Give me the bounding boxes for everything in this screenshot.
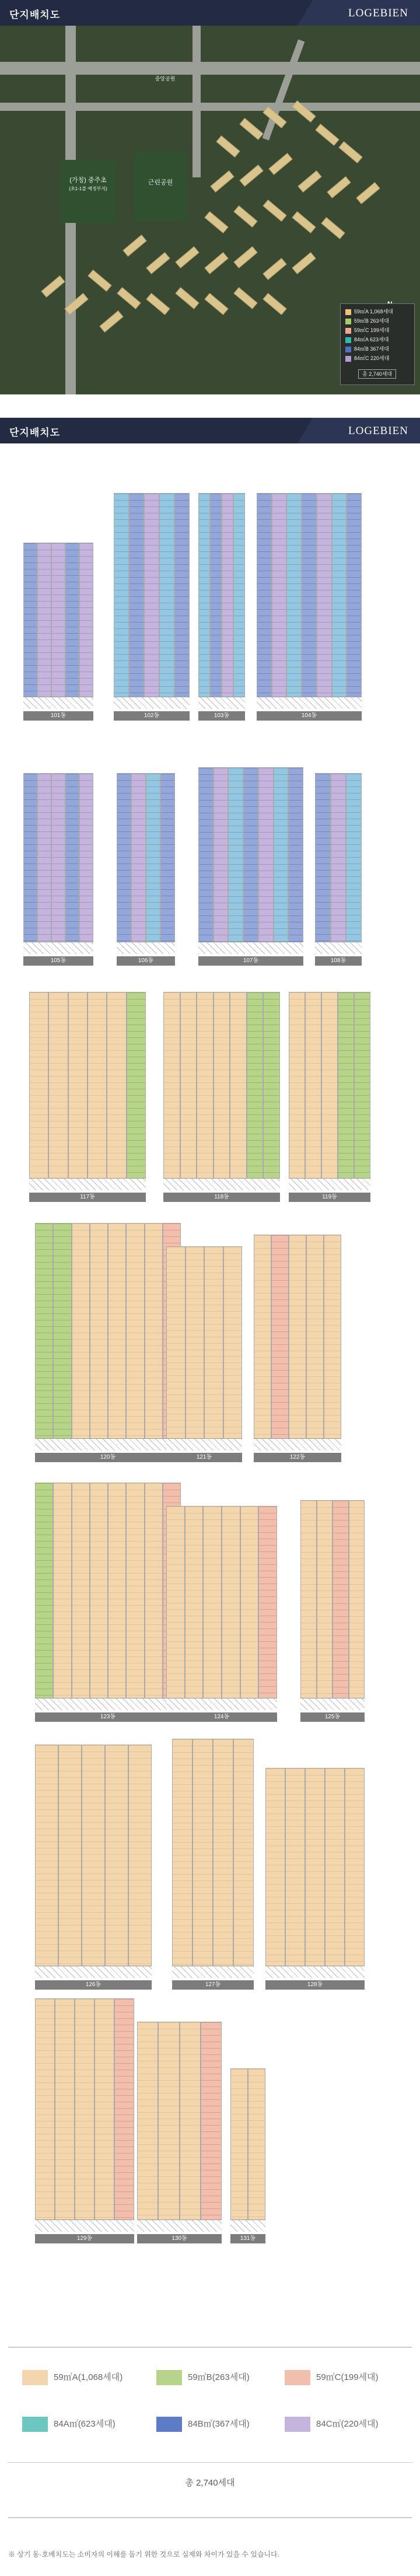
unit-column xyxy=(258,1506,277,1710)
unit-column xyxy=(257,493,272,709)
building-unit-chart xyxy=(265,1768,365,1988)
unit-column xyxy=(108,1223,126,1450)
unit-column xyxy=(302,493,317,709)
unit-column xyxy=(58,1745,82,1978)
unit-column xyxy=(247,992,264,1190)
unit-column xyxy=(35,1483,53,1710)
section-title: 단지배치도 xyxy=(9,9,61,20)
building-number-label: 125동 xyxy=(300,1712,365,1722)
piloti-level xyxy=(230,2220,265,2232)
unit-column xyxy=(289,1235,306,1450)
building-unit-chart xyxy=(300,1500,365,1720)
building-number-label: 105동 xyxy=(23,956,93,966)
unit-column xyxy=(23,773,37,954)
unit-column xyxy=(331,773,346,954)
unit-column xyxy=(23,543,37,709)
unit-column xyxy=(158,2022,179,2232)
building-unit-chart xyxy=(35,1998,134,2242)
unit-column xyxy=(332,493,347,709)
unit-column xyxy=(233,493,245,709)
unit-column xyxy=(272,493,287,709)
building-unit-chart xyxy=(315,773,362,964)
unit-column xyxy=(108,1483,126,1710)
unit-column xyxy=(159,493,174,709)
piloti-level xyxy=(166,1698,277,1710)
unit-column xyxy=(72,1223,90,1450)
section-header xyxy=(0,418,420,443)
unit-column xyxy=(300,1500,317,1710)
unit-column xyxy=(180,2022,201,2232)
unit-column xyxy=(145,1223,163,1450)
piloti-level xyxy=(300,1698,365,1710)
legend-swatch xyxy=(345,347,351,352)
unit-column xyxy=(324,1235,341,1450)
building-unit-chart xyxy=(198,767,303,964)
unit-column xyxy=(233,1739,254,1978)
piloti-level xyxy=(23,697,93,709)
piloti-level xyxy=(117,942,175,954)
building-number-label: 103동 xyxy=(198,711,245,721)
unit-column xyxy=(258,767,274,954)
unit-column xyxy=(53,1223,71,1450)
piloti-level xyxy=(35,1698,181,1710)
unit-column xyxy=(274,767,289,954)
unit-column xyxy=(265,1768,285,1978)
unit-column xyxy=(114,1998,134,2232)
unit-column xyxy=(332,1500,349,1710)
building-unit-chart xyxy=(35,1223,181,1460)
unit-column xyxy=(306,1235,324,1450)
unit-column xyxy=(65,543,79,709)
unit-column xyxy=(114,493,129,709)
unit-column xyxy=(29,992,48,1190)
building-number-label: 121동 xyxy=(166,1453,242,1462)
unit-column xyxy=(90,1223,108,1450)
unit-column xyxy=(51,773,65,954)
building-unit-chart xyxy=(35,1483,181,1720)
unit-column xyxy=(317,493,332,709)
piloti-level xyxy=(35,2220,134,2232)
piloti-level xyxy=(137,2220,222,2232)
unit-column xyxy=(197,992,214,1190)
building-number-label: 101동 xyxy=(23,711,93,721)
piloti-level xyxy=(35,1966,152,1978)
building-unit-chart xyxy=(137,2022,222,2242)
legend-total: 총 2,740세대 xyxy=(358,369,396,379)
unit-column xyxy=(90,1483,108,1710)
unit-column xyxy=(65,773,79,954)
building-number-label: 119동 xyxy=(289,1193,370,1202)
piloti-level xyxy=(254,1438,341,1450)
unit-column xyxy=(214,992,230,1190)
unit-column xyxy=(166,1506,185,1710)
building-number-label: 130동 xyxy=(137,2234,222,2243)
unit-column xyxy=(288,767,303,954)
unit-column xyxy=(88,992,107,1190)
unit-column xyxy=(166,1246,186,1450)
legend-swatch xyxy=(22,2417,48,2432)
building-number-label: 102동 xyxy=(114,711,190,721)
unit-column xyxy=(127,992,146,1190)
legend-swatch xyxy=(285,2370,310,2385)
unit-column xyxy=(35,1223,53,1450)
unit-column xyxy=(174,493,190,709)
unit-column xyxy=(213,1739,233,1978)
building-unit-chart xyxy=(166,1506,277,1720)
unit-column xyxy=(48,992,68,1190)
unit-column xyxy=(79,773,93,954)
unit-column xyxy=(53,1483,71,1710)
building-number-label: 131동 xyxy=(230,2234,265,2243)
building-unit-chart xyxy=(254,1235,341,1460)
section-title: 단지배치도 xyxy=(9,427,61,438)
piloti-level xyxy=(172,1966,254,1978)
unit-column xyxy=(223,1246,243,1450)
unit-column xyxy=(214,767,229,954)
piloti-level xyxy=(114,697,190,709)
brand-logo: LOGEBIEN xyxy=(348,7,408,19)
section-header xyxy=(0,0,420,26)
legend-swatch xyxy=(345,328,351,334)
building-number-label: 128동 xyxy=(265,1980,365,1990)
unit-column xyxy=(263,992,280,1190)
unit-column xyxy=(345,1768,365,1978)
unit-column xyxy=(317,1500,333,1710)
piloti-level xyxy=(166,1438,242,1450)
legend-swatch xyxy=(156,2417,182,2432)
unit-column xyxy=(346,773,362,954)
unit-column xyxy=(222,1506,240,1710)
unit-column xyxy=(107,992,126,1190)
building-number-label: 104동 xyxy=(257,711,362,721)
unit-column xyxy=(254,1235,271,1450)
building-number-label: 122동 xyxy=(254,1453,341,1462)
building-number-label: 118동 xyxy=(163,1193,280,1202)
unit-column xyxy=(79,543,93,709)
unit-column xyxy=(271,1235,289,1450)
building-unit-chart xyxy=(289,992,370,1200)
piloti-level xyxy=(198,942,303,954)
unit-column xyxy=(201,2022,222,2232)
legend-swatch xyxy=(285,2417,310,2432)
unit-column xyxy=(338,992,354,1190)
building-unit-chart xyxy=(163,992,280,1200)
site-legend: 59㎡A 1,068세대 59㎡B 263세대 59㎡C 199세대 84㎡A 623세대 84㎡B 367세대 84㎡C 220세대 총 2,740세대 xyxy=(340,303,415,385)
unit-column xyxy=(192,1739,213,1978)
unit-column xyxy=(105,1745,128,1978)
unit-column xyxy=(75,1998,94,2232)
legend-swatch xyxy=(345,356,351,362)
unit-column xyxy=(180,992,197,1190)
unit-column xyxy=(198,767,214,954)
building-unit-chart xyxy=(198,493,245,719)
building-number-label: 124동 xyxy=(166,1712,277,1722)
site-plan-map xyxy=(0,26,420,394)
building-unit-chart xyxy=(23,543,93,719)
unit-column xyxy=(37,773,51,954)
road-label: 중앙공원 xyxy=(155,76,176,82)
unit-column xyxy=(186,1246,205,1450)
piloti-level xyxy=(289,1178,370,1190)
unit-column xyxy=(230,992,247,1190)
unit-column xyxy=(222,493,233,709)
park-label: 근린공원 xyxy=(148,179,173,186)
piloti-level xyxy=(23,942,93,954)
unit-column xyxy=(285,1768,305,1978)
unit-column xyxy=(82,1745,105,1978)
unit-column xyxy=(128,1745,152,1978)
unit-column xyxy=(286,493,302,709)
unit-column xyxy=(305,1768,325,1978)
piloti-level xyxy=(163,1178,280,1190)
unit-column xyxy=(137,2022,158,2232)
unit-column xyxy=(126,1223,144,1450)
unit-column xyxy=(248,2068,265,2232)
unit-column xyxy=(243,767,258,954)
building-unit-chart xyxy=(257,493,362,719)
building-number-label: 108동 xyxy=(315,956,362,966)
legend-total: 총 2,740세대 xyxy=(185,2478,235,2488)
unit-column xyxy=(325,1768,345,1978)
building-unit-chart xyxy=(230,2068,265,2242)
unit-column xyxy=(117,773,131,954)
unit-column xyxy=(240,1506,259,1710)
unit-column xyxy=(35,1998,55,2232)
unit-column xyxy=(94,1998,114,2232)
unit-column xyxy=(37,543,51,709)
unit-column xyxy=(35,1745,58,1978)
unit-column xyxy=(346,493,362,709)
unit-column xyxy=(315,773,331,954)
unit-column xyxy=(131,773,146,954)
unit-column xyxy=(203,1506,222,1710)
unit-column xyxy=(289,992,305,1190)
legend-swatch xyxy=(345,337,351,343)
legend-swatch xyxy=(345,309,351,315)
piloti-level xyxy=(35,1438,181,1450)
piloti-level xyxy=(198,697,245,709)
building-unit-chart xyxy=(117,773,175,964)
unit-type-legend: 59㎡A(1,068세대) 59㎡B(263세대) 59㎡C(199세대) 84A㎡(623세대) 84B㎡(367세대) 84C㎡(220세대) 총 2,740세대 xyxy=(8,2347,412,2518)
piloti-level xyxy=(257,697,362,709)
building-number-label: 127동 xyxy=(172,1980,254,1990)
legend-swatch xyxy=(345,319,351,324)
legend-swatch xyxy=(156,2370,182,2385)
building-number-label: 107동 xyxy=(198,956,303,966)
unit-column xyxy=(230,2068,248,2232)
unit-column xyxy=(354,992,370,1190)
piloti-level xyxy=(265,1966,365,1978)
building-number-label: 106동 xyxy=(117,956,175,966)
brand-logo: LOGEBIEN xyxy=(348,425,408,437)
building-number-label: 117동 xyxy=(29,1193,146,1202)
unit-column xyxy=(145,1483,163,1710)
building-unit-chart xyxy=(29,992,146,1200)
unit-column xyxy=(55,1998,75,2232)
unit-column xyxy=(204,1246,223,1450)
building-number-label: 126동 xyxy=(35,1980,152,1990)
school-label: (가칭) 중주초 (초1-1블 예정부지) xyxy=(69,177,107,191)
unit-column xyxy=(185,1506,204,1710)
unit-column xyxy=(146,773,160,954)
unit-column xyxy=(172,1739,192,1978)
building-unit-chart xyxy=(35,1745,152,1988)
unit-column xyxy=(129,493,144,709)
unit-column xyxy=(198,493,210,709)
unit-column xyxy=(163,992,180,1190)
unit-column xyxy=(72,1483,90,1710)
unit-column xyxy=(228,767,243,954)
building-unit-chart xyxy=(114,493,190,719)
building-number-label: 129동 xyxy=(35,2234,134,2243)
unit-column xyxy=(68,992,88,1190)
unit-column xyxy=(51,543,65,709)
building-unit-chart xyxy=(23,773,93,964)
unit-column xyxy=(210,493,222,709)
unit-column xyxy=(160,773,175,954)
building-number-label: 123동 xyxy=(35,1712,181,1722)
building-unit-chart xyxy=(172,1739,254,1988)
piloti-level xyxy=(29,1178,146,1190)
building-unit-chart xyxy=(166,1246,242,1460)
unit-column xyxy=(126,1483,144,1710)
legend-swatch xyxy=(22,2370,48,2385)
unit-column xyxy=(349,1500,365,1710)
unit-column xyxy=(144,493,159,709)
disclaimer-note: ※ 상기 동·호배치도는 소비자의 이해를 돕기 위한 것으로 실제와 차이가 있을 수 있습니다. xyxy=(8,2550,280,2558)
piloti-level xyxy=(315,942,362,954)
building-number-label: 120동 xyxy=(35,1453,181,1462)
unit-column xyxy=(305,992,321,1190)
unit-column xyxy=(321,992,338,1190)
